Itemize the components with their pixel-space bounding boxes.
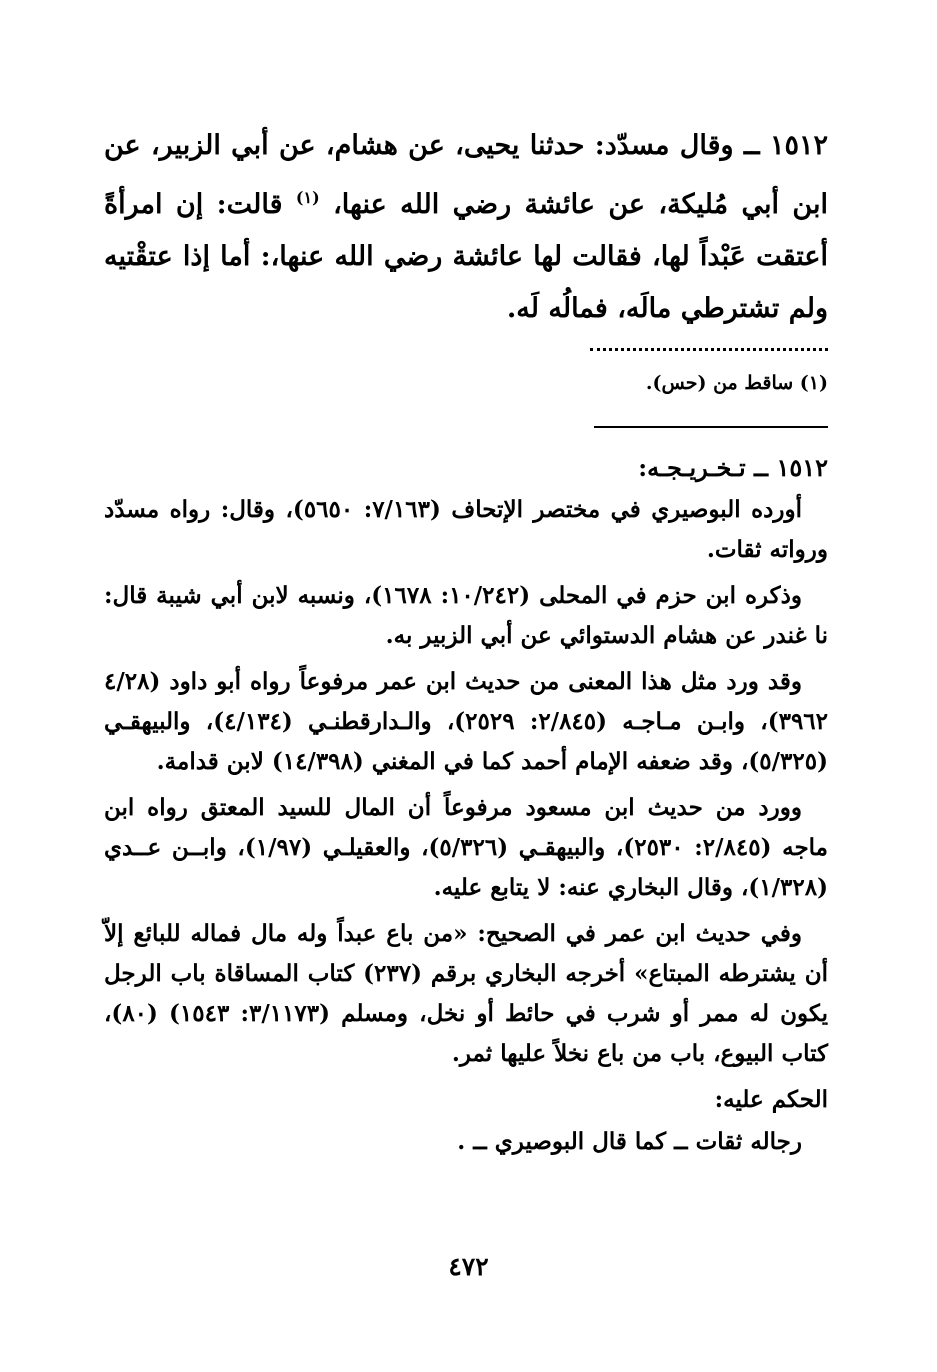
takhrij-paragraph: أورده البوصيري في مختصر الإتحاف (٧/١٦٣: ٥٦٥٠)، وقال: رواه مسدّد ورواته ثقات. [104,496,828,563]
takhrij-section [104,448,828,1168]
takhrij-paragraph: وفي حديث ابن عمر في الصحيح: «من باع عبداً وله مال فماله للبائع إلاّ أن يشترطه المبتاع» أخرجه البخاري برقم (٢٣٧) كتاب المساقاة باب الرجل يكون له ممر أو شرب في حائط أو نخل، ومسلم (٣/١١٧٣: ١٥٤٣) (٨٠)، كتاب البيوع، باب من باع نخلاً عليها ثمر. [104,920,828,1067]
hadith-text-after-note: قالت: إن امرأةً أعتقت عَبْداً لها، فقالت لها عائشة رضي الله عنها،: أما إذا عتقْتيه ولم تشترطي مالَه، فمالُه لَه. [104,189,828,324]
footnote-separator [590,348,828,351]
footnote-marker: (١) [295,188,320,207]
hadith-text [104,120,828,335]
takhrij-paragraph: وورد من حديث ابن مسعود مرفوعاً أن المال للسيد المعتق رواه ابن ماجه (٢/٨٤٥: ٢٥٣٠)، والبيهقـي (٥/٣٢٦)، والعقيلـي (١/٩٧)، وابــن عــدي (١/٣٢٨)، وقال البخاري عنه: لا يتابع عليه. [104,794,829,901]
takhrij-heading: ١٥١٢ ــ تـخـريـجـه: [638,453,828,482]
section-divider [594,426,828,428]
hadith-text-before-note: ١٥١٢ ــ وقال مسدّد: حدثنا يحيى، عن هشام، عن أبي الزبير، عن ابن أبي مُليكة، عن عائشة رضي الله عنها، [104,130,828,220]
footnote: (١) ساقط من (حس). [645,372,828,394]
takhrij-paragraph: وذكره ابن حزم في المحلى (١٠/٢٤٢: ١٦٧٨)، ونسبه لابن أبي شيبة قال: نا غندر عن هشام الدستوائي عن أبي الزبير به. [104,582,828,649]
page-number: ٤٧٢ [448,1252,489,1281]
verdict-heading: الحكم عليه: [714,1086,828,1113]
hadith-paragraph [104,120,828,335]
verdict-text: رجاله ثقات ــ كما قال البوصيري ــ . [457,1128,802,1155]
takhrij-paragraph: وقد ورد مثل هذا المعنى من حديث ابن عمر مرفوعاً رواه أبو داود (٤/٢٨ ٣٩٦٢)، وابـن مـاجـه (٢/٨٤٥: ٢٥٢٩)، والـدارقطنـي (٤/١٣٤)، والبيهقـي (٥/٣٢٥)، وقد ضعفه الإمام أحمد كما في المغني (١٤/٣٩٨) لابن قدامة. [104,668,829,775]
